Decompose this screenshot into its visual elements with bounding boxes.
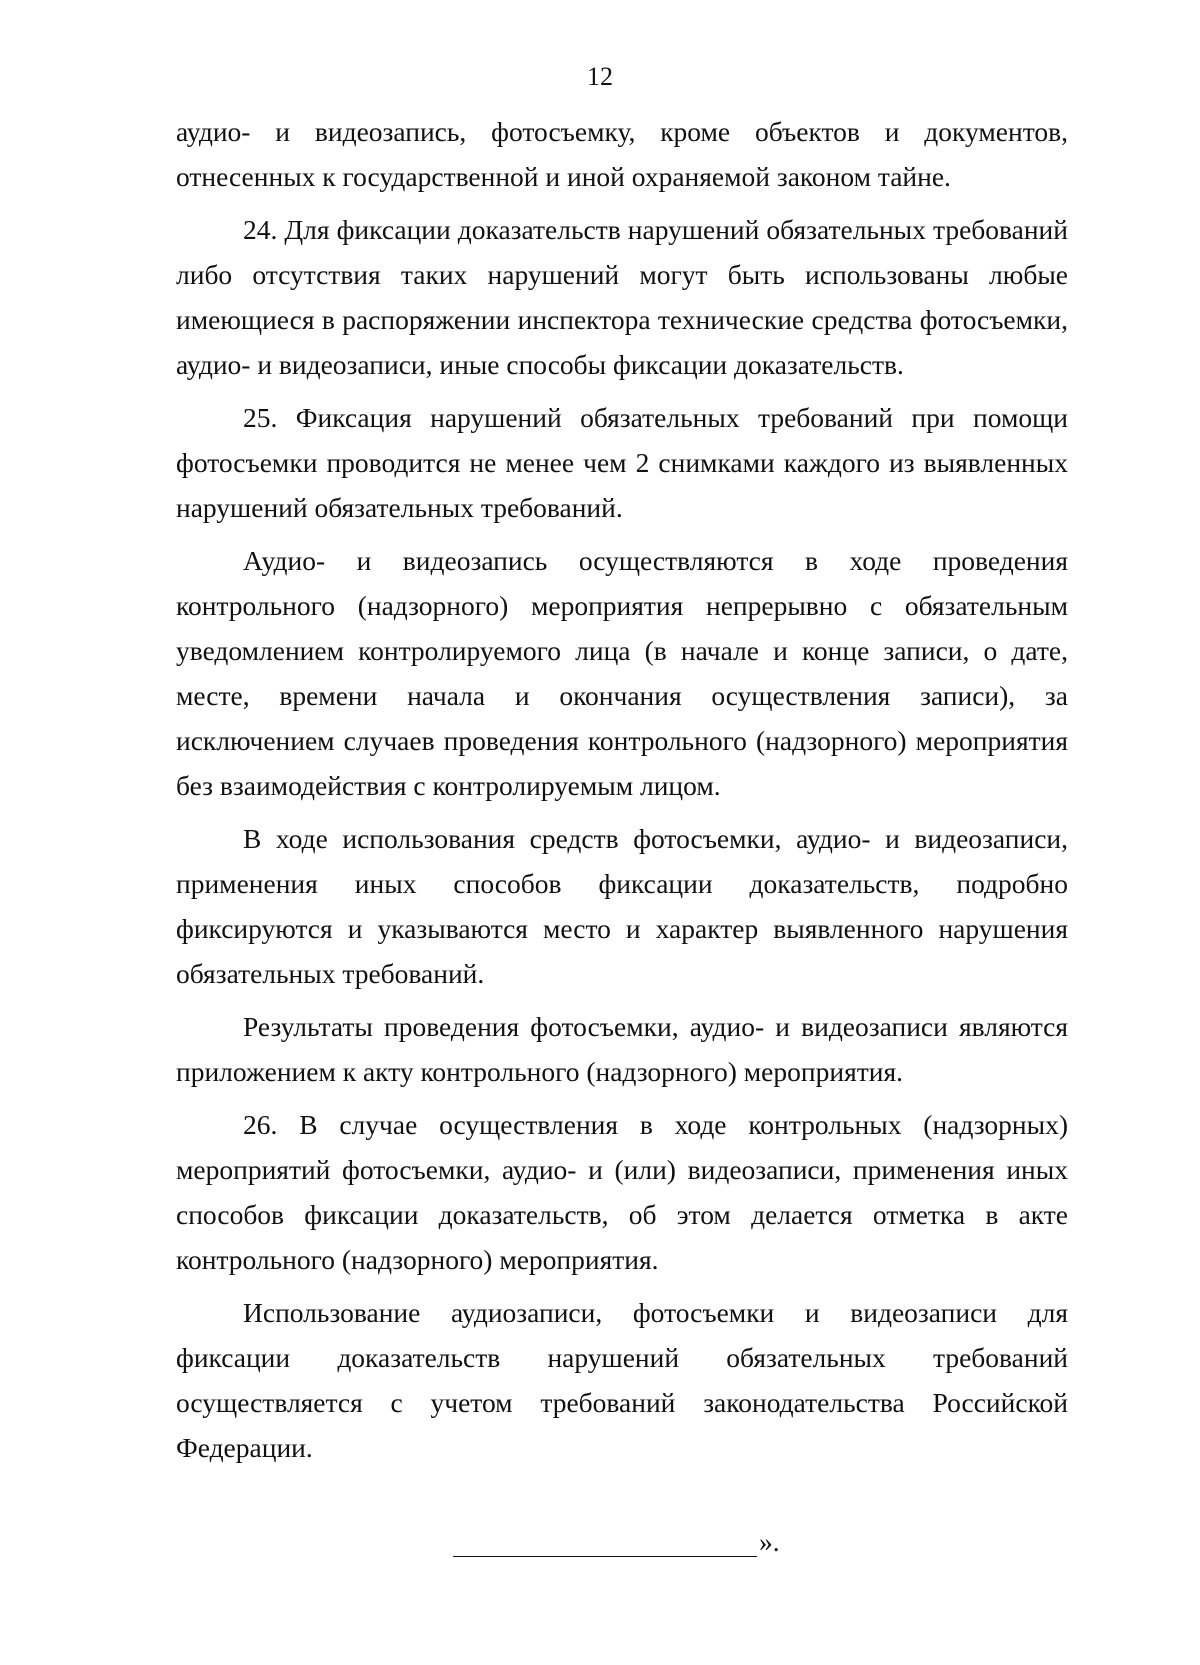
closing-quote-mark: ».: [759, 1526, 780, 1557]
paragraph-audio-video: Аудио- и видеозапись осуществляются в ходе проведения контрольного (надзорного) мероприятия непрерывно с обязательным уведомлением контролируемого лица (в начале и конце записи, о дате, месте, времени начала и окончания осуществления записи), за исключением случаев проведения контрольного (надзорного) мероприятия без взаимодействия с контролируемым лицом.: [176, 545, 1068, 801]
closing-line-block: [453, 1523, 780, 1557]
paragraph-results: Результаты проведения фотосъемки, аудио- и видеозаписи являются приложением к акту контрольного (надзорного) мероприятия.: [176, 1011, 1068, 1087]
paragraph-item-24: 24. Для фиксации доказательств нарушений обязательных требований либо отсутствия таких нарушений могут быть использованы любые имеющиеся в распоряжении инспектора технические средства фотосъемки, аудио- и видеозаписи, иные способы фиксации доказательств.: [176, 214, 1068, 380]
paragraph-continuation: аудио- и видеозапись, фотосъемку, кроме объектов и документов, отнесенных к государственной и иной охраняемой законом тайне.: [176, 116, 1068, 192]
paragraph-legislation: Использование аудиозаписи, фотосъемки и видеозаписи для фиксации доказательств нарушений обязательных требований осуществляется с учетом требований законодательства Российской Федерации.: [176, 1297, 1068, 1463]
paragraph-recording-details: В ходе использования средств фотосъемки, аудио- и видеозаписи, применения иных способов фиксации доказательств, подробно фиксируются и указываются место и характер выявленного нарушения обязательных требований.: [176, 823, 1068, 989]
closing-rule: [453, 1532, 757, 1557]
page-number: 12: [587, 62, 613, 91]
paragraph-item-25: 25. Фиксация нарушений обязательных требований при помощи фотосъемки проводится не менее чем 2 снимками каждого из выявленных нарушений обязательных требований.: [176, 402, 1068, 523]
paragraph-item-26: 26. В случае осуществления в ходе контрольных (надзорных) мероприятий фотосъемки, аудио- и (или) видеозаписи, применения иных способов фиксации доказательств, об этом делается отметка в акте контрольного (надзорного) мероприятия.: [176, 1109, 1068, 1275]
document-body: [176, 109, 1068, 1470]
